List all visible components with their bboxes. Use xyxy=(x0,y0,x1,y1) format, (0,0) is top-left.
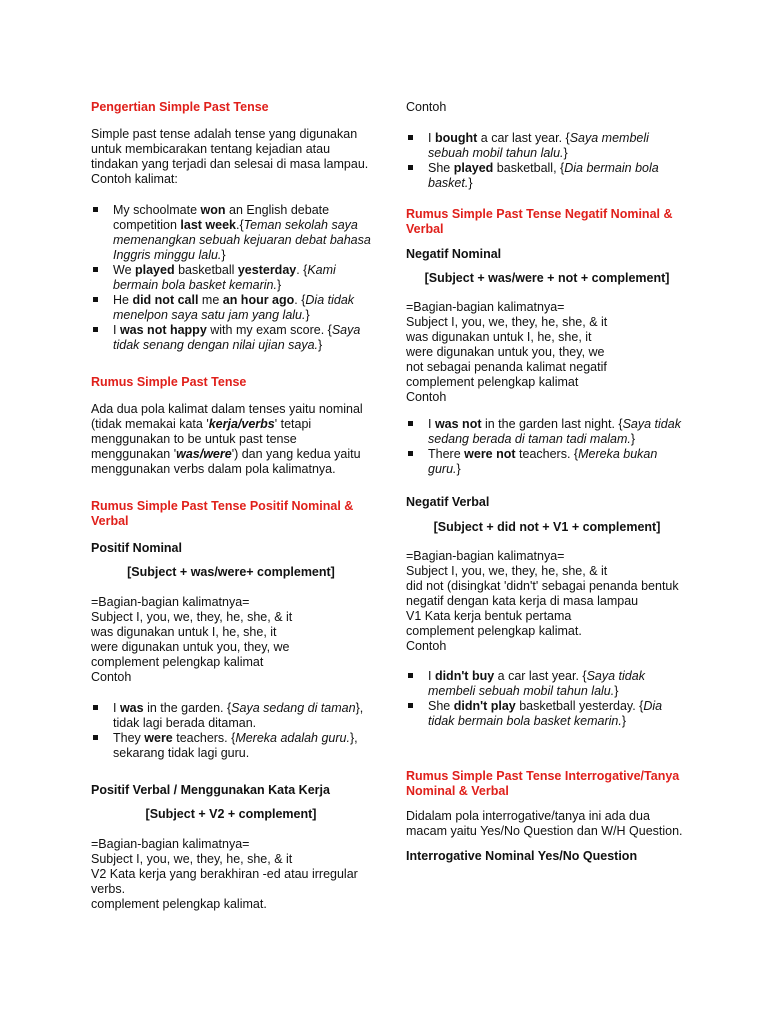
formula-positif-nominal: [Subject + was/were+ complement] xyxy=(127,565,335,579)
parts-line: Subject I, you, we, they, he, she, & it xyxy=(406,315,608,329)
list-item: They were teachers. {Mereka adalah guru.}, sekarang tidak lagi guru. xyxy=(91,731,371,761)
parts-line: Subject I, you, we, they, he, she, & it xyxy=(406,564,608,578)
parts-line: complement pelengkap kalimat. xyxy=(406,624,582,638)
parts-line: were digunakan untuk you, they, we xyxy=(91,640,290,654)
parts-line: Subject I, you, we, they, he, she, & it xyxy=(91,852,293,866)
parts-line: Subject I, you, we, they, he, she, & it xyxy=(91,610,293,624)
list-item: I bought a car last year. {Saya membeli sebuah mobil tahun lalu.} xyxy=(406,131,688,161)
parts-title: =Bagian-bagian kalimatnya= xyxy=(91,837,250,851)
intro-paragraph: Simple past tense adalah tense yang digunakan untuk membicarakan tentang kejadian atau tindakan yang terjadi dan selesai di masa lampau. xyxy=(91,127,369,171)
subheading-negatif-verbal: Negatif Verbal xyxy=(406,495,490,509)
parts-line: V1 Kata kerja bentuk pertama xyxy=(406,609,572,623)
parts-line: was digunakan untuk I, he, she, it xyxy=(91,625,277,639)
list-item: She played basketball, {Dia bermain bola basket.} xyxy=(406,161,688,191)
parts-line: complement pelengkap kalimat xyxy=(91,655,264,669)
contoh-kalimat-label: Contoh kalimat: xyxy=(91,172,178,186)
list-item: We played basketball yesterday. {Kami bermain bola basket kemarin.} xyxy=(91,263,371,293)
rumus-paragraph: Ada dua pola kalimat dalam tenses yaitu nominal (tidak memakai kata 'kerja/verbs' tetapi menggunakan to be untuk past tense menggunakan 'was/were') dan yang kedua yaitu menggunakan verbs dalam pola kalimatnya. xyxy=(91,402,363,476)
subheading-positif-nominal: Positif Nominal xyxy=(91,541,182,555)
parts-line: were digunakan untuk you, they, we xyxy=(406,345,605,359)
list-item: There were not teachers. {Mereka bukan guru.} xyxy=(406,447,688,477)
heading-rumus: Rumus Simple Past Tense xyxy=(91,375,247,389)
contoh-label: Contoh xyxy=(406,390,447,404)
examples-list xyxy=(91,203,371,353)
parts-line: complement pelengkap kalimat xyxy=(406,375,579,389)
heading-interrogative: Rumus Simple Past Tense Interrogative/Tanya Nominal & Verbal xyxy=(406,769,680,798)
subheading-interrogative-nominal: Interrogative Nominal Yes/No Question xyxy=(406,849,638,863)
formula-positif-verbal: [Subject + V2 + complement] xyxy=(145,807,317,821)
list-item: My schoolmate won an English debate competition last week.{Teman sekolah saya memenangkan sebuah kejuaran debat bahasa Inggris minggu lalu.} xyxy=(91,203,371,263)
subheading-positif-verbal: Positif Verbal / Menggunakan Kata Kerja xyxy=(91,783,330,797)
contoh-label: Contoh xyxy=(91,670,132,684)
parts-title: =Bagian-bagian kalimatnya= xyxy=(406,549,565,563)
formula-negatif-nominal: [Subject + was/were + not + complement] xyxy=(424,271,670,285)
heading-pengertian: Pengertian Simple Past Tense xyxy=(91,100,269,114)
list-item: I was not happy with my exam score. {Saya tidak senang dengan nilai ujian saya.} xyxy=(91,323,371,353)
negatif-verbal-examples xyxy=(406,669,688,729)
heading-negatif: Rumus Simple Past Tense Negatif Nominal & Verbal xyxy=(406,207,673,236)
contoh-label: Contoh xyxy=(406,639,447,653)
left-column xyxy=(91,100,371,912)
subheading-negatif-nominal: Negatif Nominal xyxy=(406,247,502,261)
parts-line: was digunakan untuk I, he, she, it xyxy=(406,330,592,344)
parts-line: complement pelengkap kalimat. xyxy=(91,897,267,911)
negatif-nominal-examples xyxy=(406,417,688,477)
list-item: I was in the garden. {Saya sedang di taman}, tidak lagi berada ditaman. xyxy=(91,701,371,731)
right-column xyxy=(406,100,688,864)
positif-nominal-examples xyxy=(91,701,371,761)
parts-title: =Bagian-bagian kalimatnya= xyxy=(406,300,565,314)
formula-negatif-verbal: [Subject + did not + V1 + complement] xyxy=(433,520,661,534)
contoh-examples xyxy=(406,131,688,191)
parts-line: V2 Kata kerja yang berakhiran -ed atau irregular verbs. xyxy=(91,867,358,896)
list-item: I didn't buy a car last year. {Saya tidak membeli sebuah mobil tahun lalu.} xyxy=(406,669,688,699)
contoh-label: Contoh xyxy=(406,100,447,114)
parts-line: did not (disingkat 'didn't' sebagai penanda bentuk negatif dengan kata kerja di masa lampau xyxy=(406,579,679,608)
interrogative-paragraph: Didalam pola interrogative/tanya ini ada dua macam yaitu Yes/No Question dan W/H Question. xyxy=(406,809,683,838)
list-item: He did not call me an hour ago. {Dia tidak menelpon saya satu jam yang lalu.} xyxy=(91,293,371,323)
list-item: She didn't play basketball yesterday. {Dia tidak bermain bola basket kemarin.} xyxy=(406,699,688,729)
parts-line: not sebagai penanda kalimat negatif xyxy=(406,360,607,374)
parts-title: =Bagian-bagian kalimatnya= xyxy=(91,595,250,609)
heading-positif: Rumus Simple Past Tense Positif Nominal & Verbal xyxy=(91,499,354,528)
list-item: I was not in the garden last night. {Saya tidak sedang berada di taman tadi malam.} xyxy=(406,417,688,447)
